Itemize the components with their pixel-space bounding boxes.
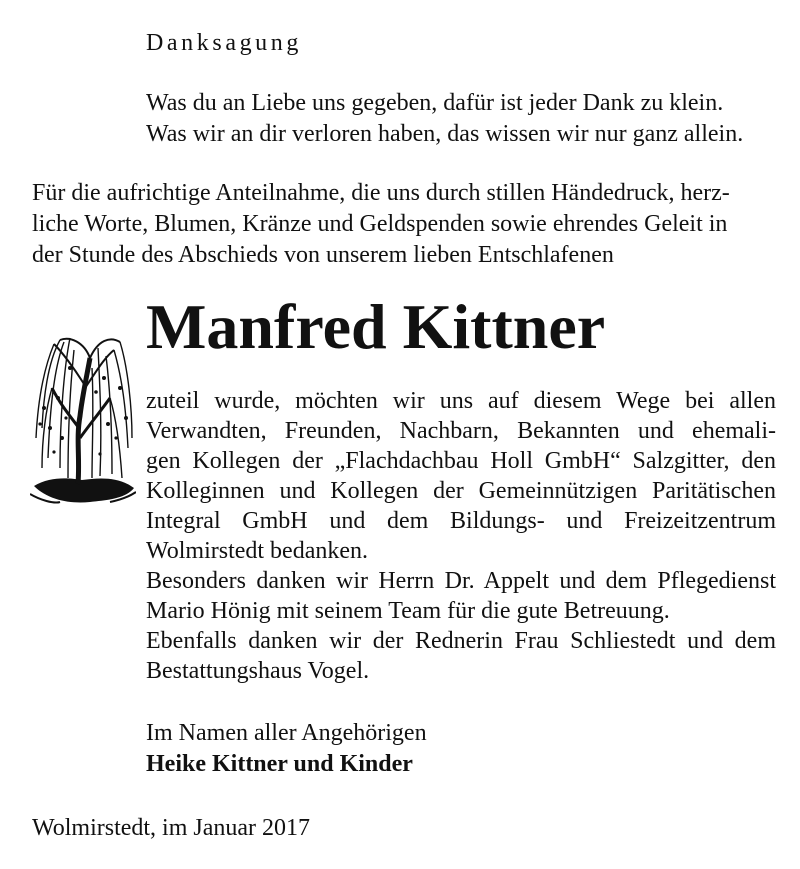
closing-line: Im Namen aller Angehörigen [146, 720, 427, 746]
signers: Heike Kittner und Kinder [146, 751, 413, 777]
intro-paragraph [32, 178, 730, 271]
poem [146, 88, 743, 150]
body-paragraph [146, 386, 776, 686]
body-line: zuteil wurde, möchten wir uns auf diesem Wege bei allen [146, 388, 776, 414]
body-line: Verwandten, Freunden, Nachbarn, Bekannten und ehemali- [146, 418, 776, 444]
heading: Danksagung [146, 30, 302, 56]
closing [146, 718, 427, 780]
weeping-willow-icon [30, 328, 136, 518]
body-line: Wolmirstedt bedanken. [146, 538, 369, 564]
poem-line: Was wir an dir verloren haben, das wissen wir nur ganz allein. [146, 121, 744, 147]
poem-line: Was du an Liebe uns gegeben, dafür ist jeder Dank zu klein. [146, 90, 724, 116]
body-line: Mario Hönig mit seinem Team für die gute Betreuung. [146, 598, 670, 624]
body-line: Bestattungshaus Vogel. [146, 658, 370, 684]
body-line: Besonders danken wir Herrn Dr. Appelt und dem Pflegedienst [146, 568, 776, 594]
deceased-name: Manfred Kittner [146, 291, 606, 362]
body-line: Integral GmbH und dem Bildungs- und Freizeitzentrum [146, 508, 776, 534]
body-line: Ebenfalls danken wir der Rednerin Frau Schliestedt und dem [146, 628, 776, 654]
body-line: gen Kollegen der „Flachdachbau Holl GmbH“ Salzgitter, den [146, 448, 776, 474]
body-line: Kolleginnen und Kollegen der Gemeinnützigen Paritätischen [146, 478, 776, 504]
intro-line: liche Worte, Blumen, Kränze und Geldspenden sowie ehrendes Geleit in [32, 211, 728, 237]
intro-line: Für die aufrichtige Anteilnahme, die uns durch stillen Händedruck, herz- [32, 180, 730, 206]
place-date: Wolmirstedt, im Januar 2017 [32, 815, 311, 841]
intro-line: der Stunde des Abschieds von unserem lieben Entschlafenen [32, 242, 614, 268]
